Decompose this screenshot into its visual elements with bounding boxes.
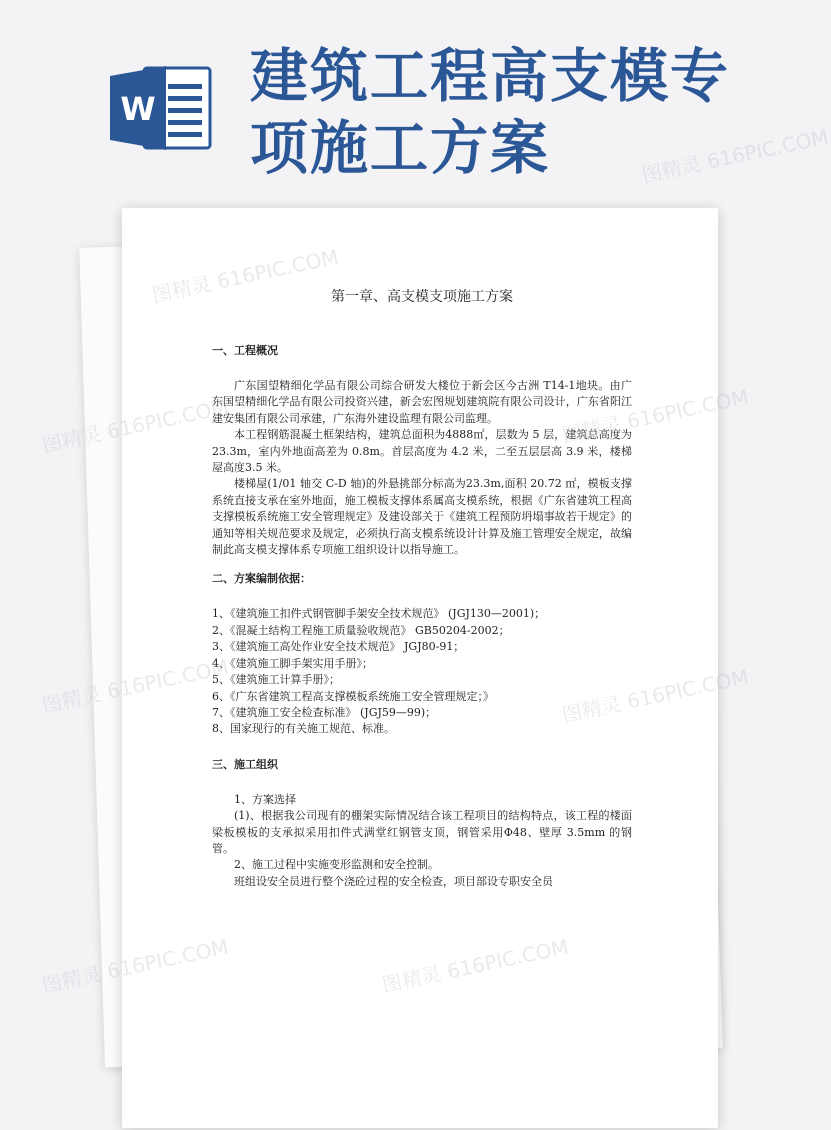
watermark: 图精灵 616PIC.COM xyxy=(559,664,751,728)
document-page xyxy=(122,208,718,1128)
watermark: 图精灵 616PIC.COM xyxy=(39,654,231,718)
word-document-icon xyxy=(110,62,214,154)
chapter-title: 第一章、高支模支项施工方案 xyxy=(331,289,513,305)
watermark: 图精灵 616PIC.COM xyxy=(149,244,341,308)
word-logo-letter: W xyxy=(120,90,156,128)
basis-list xyxy=(212,606,632,737)
paragraph: 2、施工过程中实施变形监测和安全控制。 xyxy=(234,858,439,872)
watermark: 图精灵 616PIC.COM xyxy=(639,124,831,188)
list-item: 4、《建筑施工脚手架实用手册》； xyxy=(212,656,373,670)
list-item: 1、《建筑施工扣件式钢管脚手架安全技术规范》 (JGJ130—2001)； xyxy=(212,607,546,621)
section-heading-basis: 二、方案编制依据： xyxy=(212,572,311,586)
subheading: 1、方案选择 xyxy=(234,792,296,806)
section-heading-organization: 三、施工组织 xyxy=(212,757,278,771)
list-item: 8、国家现行的有关施工规范、标准。 xyxy=(212,722,395,736)
document-body xyxy=(212,280,632,890)
list-item: 2、《混凝土结构工程施工质量验收规范》 GB50204-2002； xyxy=(212,623,510,637)
list-item: 3、《建筑施工高处作业安全技术规范》 JGJ80-91； xyxy=(212,640,465,654)
paragraph: 本工程钢筋混凝土框架结构，建筑总面积为4888㎡，层数为 5 层，建筑总高度为 23.3m，室内外地面高差为 0.8m。首层高度为 4.2 米，二至五层层高 3.9 米，楼梯屋高度3.5 米。 xyxy=(212,428,632,475)
list-item: 5、《建筑施工计算手册》； xyxy=(212,673,340,687)
page-title-line2: 项施工方案 xyxy=(250,114,551,182)
paragraph: 广东国望精细化学品有限公司综合研发大楼位于新会区今古洲 T14-1地块。由广东国望精细化学品有限公司投资兴建，新会宏图规划建筑院有限公司设计，广东省阳江建安集团有限公司承建，广东海外建设监理有限公司监理。 xyxy=(212,379,632,425)
page-title xyxy=(250,40,780,184)
paragraph: (1)、根据我公司现有的棚架实际情况结合该工程项目的结构特点，该工程的楼面梁板模板的支承拟采用扣件式满堂红钢管支顶，钢管采用Φ48、壁厚 3.5mm 的钢管。 xyxy=(212,809,632,855)
watermark: 图精灵 616PIC.COM xyxy=(39,934,231,998)
page-title-line1: 建筑工程高支模专 xyxy=(250,42,731,110)
watermark: 图精灵 616PIC.COM xyxy=(559,384,751,448)
list-item: 7、《建筑施工安全检查标准》 (JGJ59—99)； xyxy=(212,705,437,719)
list-item: 6、《广东省建筑工程高支撑模板系统施工安全管理规定；》 xyxy=(212,689,494,703)
paragraph: 班组设安全员进行整个浇砼过程的安全检查，项目部设专职安全员 xyxy=(234,874,553,888)
paragraph: 楼梯屋(1/01 轴交 C-D 轴)的外悬挑部分标高为23.3m,面积 20.72 ㎡，模板支撑系统直接支承在室外地面，施工模板支撑体系属高支模系统，根据《广东省建筑工程高支撑模板系统施工安全管理规定》及建设部关于《建筑工程预防坍塌事故若干规定》的通知等相关规范要求及规定，必须执行高支模系统设计计算及施工管理安全规定，故编制此高支模支撑体系专项施工组织设计以指导施工。 xyxy=(212,477,632,557)
section-heading-overview: 一、工程概况 xyxy=(212,344,278,357)
watermark: 图精灵 616PIC.COM xyxy=(39,394,231,458)
watermark: 图精灵 616PIC.COM xyxy=(379,934,571,998)
